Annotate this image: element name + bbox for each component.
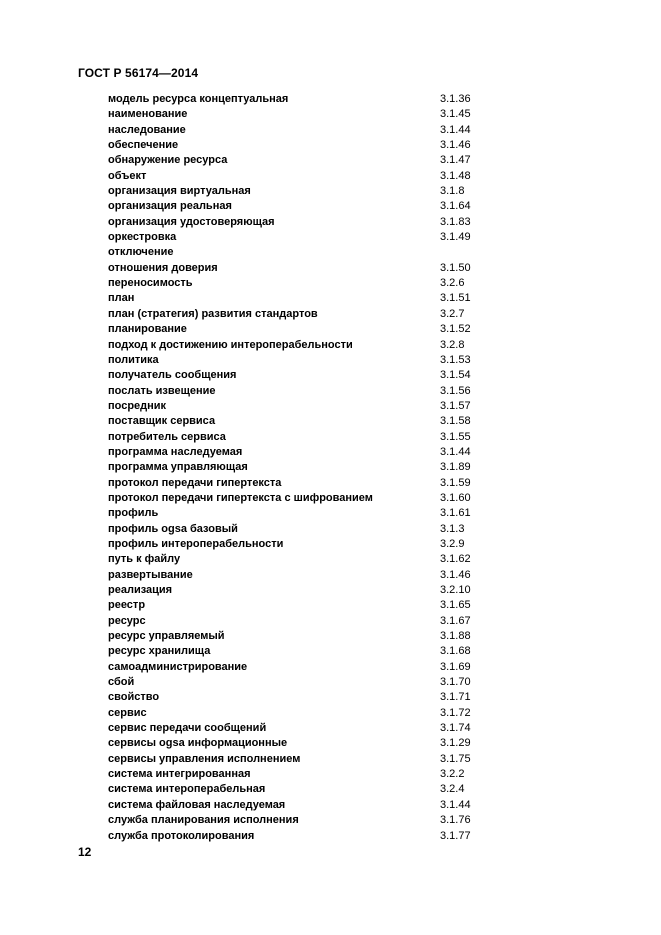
index-reference: 3.2.10 [440, 584, 471, 596]
index-entry [108, 690, 488, 705]
index-term: политика [108, 353, 159, 366]
index-reference: 3.1.70 [440, 676, 471, 689]
index-entry [108, 92, 488, 107]
index-entry [108, 245, 488, 260]
index-entry [108, 338, 488, 353]
index-term: организация реальная [108, 200, 232, 213]
index-entry [108, 736, 488, 751]
index-term: поставщик сервиса [108, 415, 216, 428]
index-term: обеспечение [108, 139, 179, 152]
index-entry [108, 813, 488, 828]
index-entry [108, 675, 488, 690]
index-reference: 3.1.56 [440, 384, 471, 397]
index-term: система файловая наследуемая [108, 798, 286, 811]
index-entry [108, 184, 488, 199]
index-term: подход к достижению интероперабельности [108, 338, 353, 351]
index-entry [108, 107, 488, 122]
index-term: ресурс хранилища [108, 645, 211, 658]
index-entry [108, 414, 488, 429]
index-term: служба протоколирования [108, 829, 255, 842]
index-term: посредник [108, 399, 167, 412]
index-reference: 3.1.44 [440, 445, 471, 458]
index-reference: 3.1.68 [440, 645, 471, 658]
index-reference: 3.1.46 [440, 139, 471, 152]
index-entry [108, 767, 488, 782]
index-entry [108, 307, 488, 322]
index-term: планирование [108, 323, 187, 336]
index-entry [108, 138, 488, 153]
index-reference: 3.1.54 [440, 369, 471, 382]
index-entry [108, 644, 488, 659]
index-reference: 3.1.53 [440, 353, 471, 366]
index-reference: 3.1.67 [440, 614, 471, 627]
index-reference: 3.1.50 [440, 261, 471, 274]
index-reference: 3.1.69 [440, 660, 471, 673]
index-entry [108, 460, 488, 475]
index-term: протокол передачи гипертекста [108, 476, 282, 489]
index-reference: 3.1.83 [440, 215, 471, 228]
index-reference: 3.1.29 [440, 737, 471, 750]
index-entry [108, 721, 488, 736]
index-entry [108, 399, 488, 414]
index-entry [108, 491, 488, 506]
index-reference: 3.1.48 [440, 169, 471, 182]
index-term: послать извещение [108, 384, 216, 397]
index-term: организация удостоверяющая [108, 215, 275, 228]
index-entry [108, 522, 488, 537]
index-entry [108, 552, 488, 567]
index-term: программа управляющая [108, 461, 248, 474]
index-term: план (стратегия) развития стандартов [108, 307, 318, 320]
index-reference: 3.2.8 [440, 338, 465, 351]
index-term: ресурс управляемый [108, 630, 225, 643]
index-reference: 3.1.89 [440, 461, 471, 474]
index-entry [108, 368, 488, 383]
index-term: наименование [108, 108, 188, 121]
index-entry [108, 829, 488, 844]
index-term: протокол передачи гипертекста с шифрованием [108, 491, 373, 504]
index-reference: 3.1.55 [440, 430, 471, 443]
index-reference: 3.1.71 [440, 691, 471, 704]
index-reference: 3.1.44 [440, 798, 471, 811]
index-reference: 3.2.9 [440, 537, 465, 550]
document-header: ГОСТ Р 56174—2014 [78, 66, 199, 80]
index-reference: 3.1.61 [440, 507, 471, 520]
index-reference: 3.2.7 [440, 307, 465, 320]
index-reference: 3.1.64 [440, 200, 471, 213]
index-entry [108, 261, 488, 276]
index-term: сбой [108, 676, 135, 689]
index-term: модель ресурса концептуальная [108, 93, 289, 105]
index-term: программа наследуемая [108, 445, 243, 458]
index-reference: 3.2.6 [440, 277, 465, 290]
index-reference: 3.1.51 [440, 292, 471, 305]
index-entry [108, 153, 488, 168]
index-reference: 3.1.59 [440, 476, 471, 489]
index-term: путь к файлу [108, 553, 181, 566]
index-entry [108, 476, 488, 491]
index-entry [108, 629, 488, 644]
index-entry [108, 598, 488, 613]
index-reference: 3.1.75 [440, 752, 471, 765]
index-entry [108, 583, 488, 598]
index-term: сервисы управления исполнением [108, 752, 301, 765]
index-term: развертывание [108, 568, 193, 581]
index-term: оркестровка [108, 231, 177, 244]
index-term: реестр [108, 599, 146, 612]
index-entry [108, 506, 488, 521]
index-term: получатель сообщения [108, 369, 237, 382]
index-term: сервисы ogsa информационные [108, 737, 288, 750]
index-term: объект [108, 169, 147, 182]
index-term: реализация [108, 584, 173, 596]
index-reference: 3.1.45 [440, 108, 471, 121]
index-reference: 3.1.62 [440, 553, 471, 566]
index-reference: 3.1.47 [440, 154, 471, 167]
index-term: ресурс [108, 614, 146, 627]
index-term: переносимость [108, 277, 193, 290]
index-entry [108, 199, 488, 214]
index-term: сервис [108, 706, 147, 719]
index-reference: 3.1.3 [440, 522, 465, 535]
index-reference: 3.1.52 [440, 323, 471, 336]
index-reference: 3.2.4 [440, 783, 465, 796]
index-reference: 3.1.57 [440, 399, 471, 412]
index-reference: 3.2.2 [440, 768, 465, 781]
index-term: система интегрированная [108, 768, 251, 781]
index-reference: 3.1.74 [440, 722, 471, 735]
index-reference: 3.1.65 [440, 599, 471, 612]
index-reference: 3.1.77 [440, 829, 471, 842]
index-entry [108, 384, 488, 399]
index-entry [108, 614, 488, 629]
index-term: план [108, 292, 135, 305]
index-entry [108, 537, 488, 552]
index-entry [108, 353, 488, 368]
index-term: наследование [108, 123, 186, 136]
index-term: обнаружение ресурса [108, 154, 228, 167]
index-reference: 3.1.36 [440, 93, 471, 105]
index-entry [108, 430, 488, 445]
index-entry [108, 782, 488, 797]
index-entry [108, 322, 488, 337]
alphabetical-index [108, 92, 488, 844]
index-entry [108, 706, 488, 721]
page-number: 12 [78, 845, 92, 859]
index-term: отключение [108, 246, 174, 259]
index-reference: 3.1.72 [440, 706, 471, 719]
index-entry [108, 123, 488, 138]
index-entry [108, 291, 488, 306]
index-reference: 3.1.46 [440, 568, 471, 581]
index-reference: 3.1.60 [440, 491, 471, 504]
index-term: самоадминистрирование [108, 660, 248, 673]
index-entry [108, 215, 488, 230]
index-reference: 3.1.58 [440, 415, 471, 428]
index-term: потребитель сервиса [108, 430, 226, 443]
index-entry [108, 568, 488, 583]
index-term: свойство [108, 691, 160, 704]
index-entry [108, 445, 488, 460]
index-entry [108, 660, 488, 675]
index-term: сервис передачи сообщений [108, 722, 267, 735]
index-term: профиль ogsa базовый [108, 522, 238, 535]
index-entry [108, 798, 488, 813]
index-term: профиль [108, 507, 159, 520]
index-term: система интероперабельная [108, 783, 266, 796]
index-term: отношения доверия [108, 261, 218, 274]
index-reference: 3.1.8 [440, 185, 465, 198]
index-entry [108, 276, 488, 291]
index-term: организация виртуальная [108, 185, 251, 198]
index-term: служба планирования исполнения [108, 814, 299, 827]
index-reference: 3.1.88 [440, 630, 471, 643]
index-entry [108, 169, 488, 184]
index-reference: 3.1.49 [440, 231, 471, 244]
index-entry [108, 752, 488, 767]
index-reference: 3.1.44 [440, 123, 471, 136]
index-reference: 3.1.76 [440, 814, 471, 827]
index-entry [108, 230, 488, 245]
index-term: профиль интероперабельности [108, 537, 284, 550]
